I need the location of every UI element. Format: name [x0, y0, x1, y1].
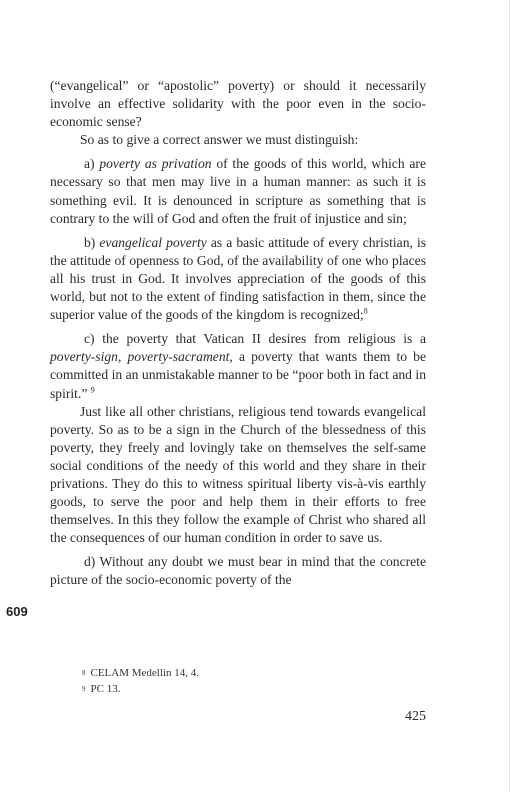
item-c-prefix: c) the poverty that Vatican II desires from religious is a [84, 331, 426, 347]
margin-paragraph-number: 609 [6, 604, 28, 619]
item-a-text: of the goods of this world, which are necessary so that men may live in a human manner: as such it is something evil. It is denounced in scripture as something that is contrary to the will of God and often the fruit of injustice and sin; [50, 156, 426, 226]
item-c-emphasis: poverty-sign, poverty-sacrament, [50, 349, 233, 365]
item-b-emphasis: evangelical poverty [99, 234, 207, 250]
item-c-text: a poverty that wants them to be committed in an unmistakable manner to be “poor both in fact and in spirit.” [50, 349, 426, 401]
paragraph-religious: Just like all other christians, religious tend towards evangelical poverty. So as to be a sign in the Church of the blessedness of this poverty, they freely and lovingly take on themselves the self-same social conditions of the needy of this world and they share in their privations. They do this to witness spiritual liberty vis-à-vis earthly goods, to serve the poor and help them in their efforts to free themselves. In this they follow the example of Christ who shared all the consequences of our human condition in order to save us. [50, 403, 426, 546]
page-edge [509, 0, 510, 792]
item-a-prefix: a) [84, 156, 100, 172]
footnote-mark: 9 [82, 685, 86, 693]
item-a-emphasis: poverty as privation [99, 156, 212, 172]
paragraph-distinguish: So as to give a correct answer we must distinguish: [80, 132, 359, 148]
footnote [82, 665, 199, 681]
footnote-text: CELAM Medellin 14, 4. [90, 667, 199, 679]
body-text [50, 77, 426, 590]
item-b-text: as a basic attitude of every christian, is the attitude of openness to God, of the availability of one who places all his trust in God. It involves appreciation of the goods of this world, but not to the extent of finding satisfaction in them, since the superior value of the goods of the kingdom is recognized; [50, 234, 427, 323]
footnote-ref-8: 8 [363, 306, 368, 316]
footnote-ref-9: 9 [90, 384, 95, 394]
paragraph-continuation: (“evangelical” or “apostolic” poverty) or should it necessarily involve an effective solidarity with the poor even in the socio-economic sense? [50, 78, 426, 130]
item-d: d) Without any doubt we must bear in mind that the concrete picture of the socio-economic poverty of the [50, 554, 426, 588]
item-b [50, 234, 426, 324]
footnote-mark: 8 [82, 669, 86, 677]
footnote-text: PC 13. [90, 683, 121, 695]
footnote [82, 681, 199, 697]
item-b-prefix: b) [84, 234, 100, 250]
page-number: 425 [405, 709, 426, 724]
item-c [50, 330, 426, 402]
item-a [50, 155, 426, 227]
footnotes [82, 665, 199, 697]
